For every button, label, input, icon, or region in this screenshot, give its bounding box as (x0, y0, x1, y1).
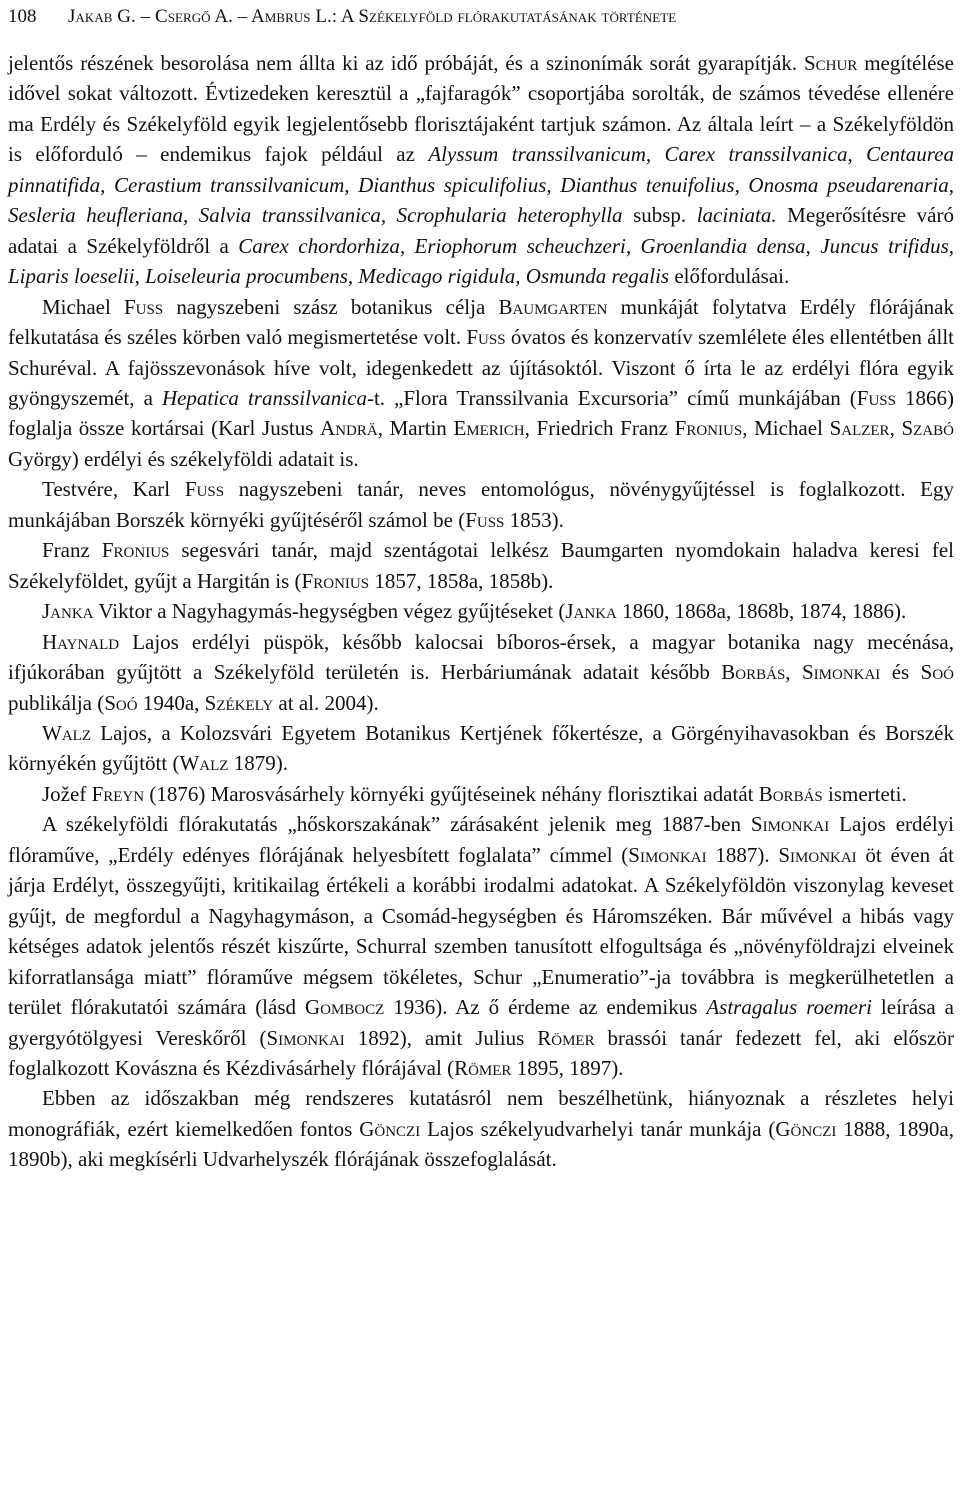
author-name: Emerich (453, 416, 525, 441)
text-run: jelentős részének besorolása nem állta ki az idő próbáját, és a szinonímák sorát gyarapítják. (8, 51, 804, 75)
author-name: Andrä (320, 416, 378, 441)
paragraph-fuss-michael (8, 292, 954, 475)
text-run: öt éven át járja Erdélyt, összegyűjti, kritikailag értékeli a korábbi irodalmi adatokat. A Székelyföldön viszonylag keveset gyűjt, de megfordul a Nagyhagymáson, a Csomád-hegységben és Háromszéken. Bár művével a hibás vagy kétséges adatok jelentős részét kiszűrte, Schurral szemben tanusított elfogultsága és „növényföldrajzi elveinek kiforratlansága miatt” flóraműve mégsem tökéletes, Schur „Enumeratio”-ja továbbra is megkerülhetetlen a terület flórakutatói számára (lásd (8, 842, 955, 1020)
text-run: Testvére, Karl (42, 477, 185, 502)
text-run: 1892), amit Julius (344, 1025, 538, 1050)
paragraph-gonczi (8, 1083, 954, 1174)
author-name: Walz (42, 720, 91, 745)
author-name: Fuss (123, 294, 164, 319)
author-name: Baumgarten (498, 294, 608, 319)
text-run: A székelyföldi flórakutatás „hőskorszakának” zárásaként jelenik meg 1887-ben (42, 812, 751, 837)
italic-run: Astragalus roemeri (706, 995, 872, 1020)
page-number: 108 (8, 6, 37, 27)
paragraph-walz (8, 718, 954, 779)
author-name: Simonkai (266, 1025, 345, 1050)
text-run: leírása a gyergyótölgyesi Vereskőről ( (8, 995, 954, 1050)
text-run: , Friedrich Franz (524, 416, 675, 441)
author-name: Gombocz (304, 995, 385, 1020)
text-run: 1895, 1897). (511, 1055, 624, 1080)
paragraph-fronius (8, 535, 954, 596)
author-name: Simonkai (778, 842, 857, 867)
text-run: (1876) Marosvásárhely környéki gyűjtéseinek néhány florisztikai adatát (144, 781, 759, 806)
author-name: Soó (920, 660, 954, 685)
text-run: Franz (42, 538, 102, 563)
author-name: Römer (537, 1025, 595, 1050)
italic-run: laciniata. (696, 203, 777, 228)
author-name: Fronius (101, 538, 170, 563)
text-run: Megerősítésre váró adatai a Székelyföldről a (8, 203, 954, 258)
paragraph-haynald (8, 627, 954, 718)
paragraph-simonkai (8, 809, 954, 1083)
text-run: Michael (42, 294, 124, 319)
text-run: Viktor a Nagyhagymás-hegységben végez gyűjtéseket ( (93, 599, 566, 624)
author-name: Gönczi (775, 1116, 837, 1141)
author-name: Fuss (856, 385, 896, 410)
text-run: óvatos és konzervatív szemlélete éles ellentétben állt Schuréval. A fajösszevonások híve volt, idegenkedett az újításoktól. Viszont ő írta le az erdélyi flóra egyik gyöngyszemét, a (8, 325, 955, 410)
author-name: Römer (454, 1055, 512, 1080)
author-name: Haynald (42, 629, 120, 654)
author-name: Fuss (184, 477, 225, 502)
body-text (8, 48, 954, 1175)
paragraph-freyn (8, 779, 954, 809)
author-name: Fronius (674, 416, 743, 441)
running-title: Jakab G. – Csergő A. – Ambrus L.: A Székelyföld flórakutatásának története (68, 6, 677, 27)
text-run: 1940a, (137, 690, 205, 715)
text-run: 1857, 1858a, 1858b). (369, 568, 554, 593)
author-name: Fuss (465, 507, 505, 532)
text-run: publikálja ( (8, 690, 105, 715)
text-run: 1879). (228, 751, 288, 776)
author-name: Fuss (466, 325, 506, 350)
text-run: at al. 2004). (273, 690, 379, 715)
text-run: Lajos erdélyi püspök, később kalocsai bíboros-érsek, a magyar botanika nagy mecénása, ifjúkorában gyűjtött a Székelyföld területén is. Herbáriumának adatait később (8, 629, 954, 685)
text-run: 1887). (706, 842, 779, 867)
text-run: nagyszebeni tanár, neves entomológus, növénygyűjtéssel is foglalkozott. Egy munkájában Borszék környéki gyűjtéséről számol be ( (8, 477, 954, 532)
author-name: Borbás (758, 781, 823, 806)
text-run: Lajos erdélyi flóraműve, „Erdély edényes flórájának helyesbített foglalata” címmel ( (8, 812, 954, 867)
text-run: és (880, 660, 921, 685)
text-run: , Martin (377, 416, 454, 441)
author-name: Szabó (901, 416, 955, 441)
author-name: Freyn (91, 781, 145, 806)
text-run: 1866) foglalja össze kortársai (Karl Justus (8, 385, 955, 441)
author-name: Simonkai (628, 842, 707, 867)
author-name: Janka (565, 599, 617, 624)
author-name: Soó (104, 690, 138, 715)
paragraph-schur (8, 48, 954, 292)
text-run: György) erdélyi és székelyföldi adatait is. (8, 446, 359, 471)
author-name: Simonkai (801, 660, 881, 685)
text-run: 1860, 1868a, 1868b, 1874, 1886). (616, 599, 907, 624)
author-name: Gönczi (359, 1116, 421, 1141)
text-run: 1888, 1890a, 1890b), aki megkísérli Udvarhelyszék flórájának összefoglalását. (8, 1116, 955, 1172)
text-run: Ebben az időszakban még rendszeres kutatásról nem beszélhetünk, hiányoznak a részletes helyi monográfiák, ezért kiemelkedően fontos (8, 1086, 954, 1141)
italic-run: Hepatica transsilvanica (161, 385, 367, 410)
text-run: Jožef (42, 781, 92, 806)
text-run: , (785, 660, 802, 685)
text-run: megítélése idővel sokat változott. Évtizedeken keresztül a „fajfaragók” csoportjába sorolták, de számos tévedése ellenére ma Erdély és Székelyföld egyik legjelentősebb florisztájaként tartjuk számon. Az általa leírt – a Székelyföldön is előforduló – endemikus fajok például az (8, 51, 954, 167)
author-name: Schur (803, 51, 858, 75)
text-run: Lajos székelyudvarhelyi tanár munkája ( (420, 1116, 776, 1141)
author-name: Fronius (301, 568, 370, 593)
text-run: segesvári tanár, majd szentágotai lelkész Baumgarten nyomdokain haladva keresi fel Székelyföldet, gyűjt a Hargitán is ( (8, 538, 954, 593)
author-name: Janka (42, 599, 94, 624)
italic-run: Carex chordorhiza, Eriophorum scheuchzeri, Groenlandia densa, Juncus trifidus, Liparis loeselii, Loiseleuria procumbens, Medicago rigidula, Osmunda regalis (8, 233, 954, 289)
author-name: Simonkai (750, 812, 830, 837)
text-run: nagyszebeni szász botanikus célja (163, 294, 499, 319)
paragraph-janka (8, 596, 954, 626)
italic-run: Alyssum transsilvanicum, Carex transsilvanica, Centaurea pinnatifida, Cerastium transsilvanicum, Dianthus spiculifolius, Dianthus tenuifolius, Onosma pseudarenaria, Sesleria heufleriana, Salvia transsilvanica, Scrophularia heterophylla (8, 142, 954, 228)
author-name: Székely (204, 690, 274, 715)
author-name: Walz (179, 751, 229, 776)
running-header (8, 2, 952, 32)
author-name: Borbás (721, 660, 786, 685)
text-run: 1853). (504, 507, 564, 532)
text-run: előfordulásai. (669, 264, 790, 289)
text-run: , Michael (742, 416, 830, 441)
text-run: Lajos, a Kolozsvári Egyetem Botanikus Kertjének főkertésze, a Görgényihavasokban és Borszék környékén gyűjtött ( (8, 720, 954, 776)
text-run: munkáját folytatva Erdély flórájának felkutatása és széles körben való megismertetése volt. (8, 294, 954, 350)
text-run: subsp. (622, 203, 697, 228)
text-run: ismerteti. (822, 781, 907, 806)
text-run: brassói tanár fedezett fel, aki először foglalkozott Kovászna és Kézdivásárhely flórájával ( (8, 1025, 954, 1080)
text-run: 1936). Az ő érdeme az endemikus (384, 995, 707, 1020)
text-run: , (889, 416, 902, 441)
author-name: Salzer (829, 416, 890, 441)
paragraph-fuss-karl (8, 474, 954, 535)
text-run: -t. „Flora Transsilvania Excursoria” című munkájában ( (366, 385, 857, 410)
